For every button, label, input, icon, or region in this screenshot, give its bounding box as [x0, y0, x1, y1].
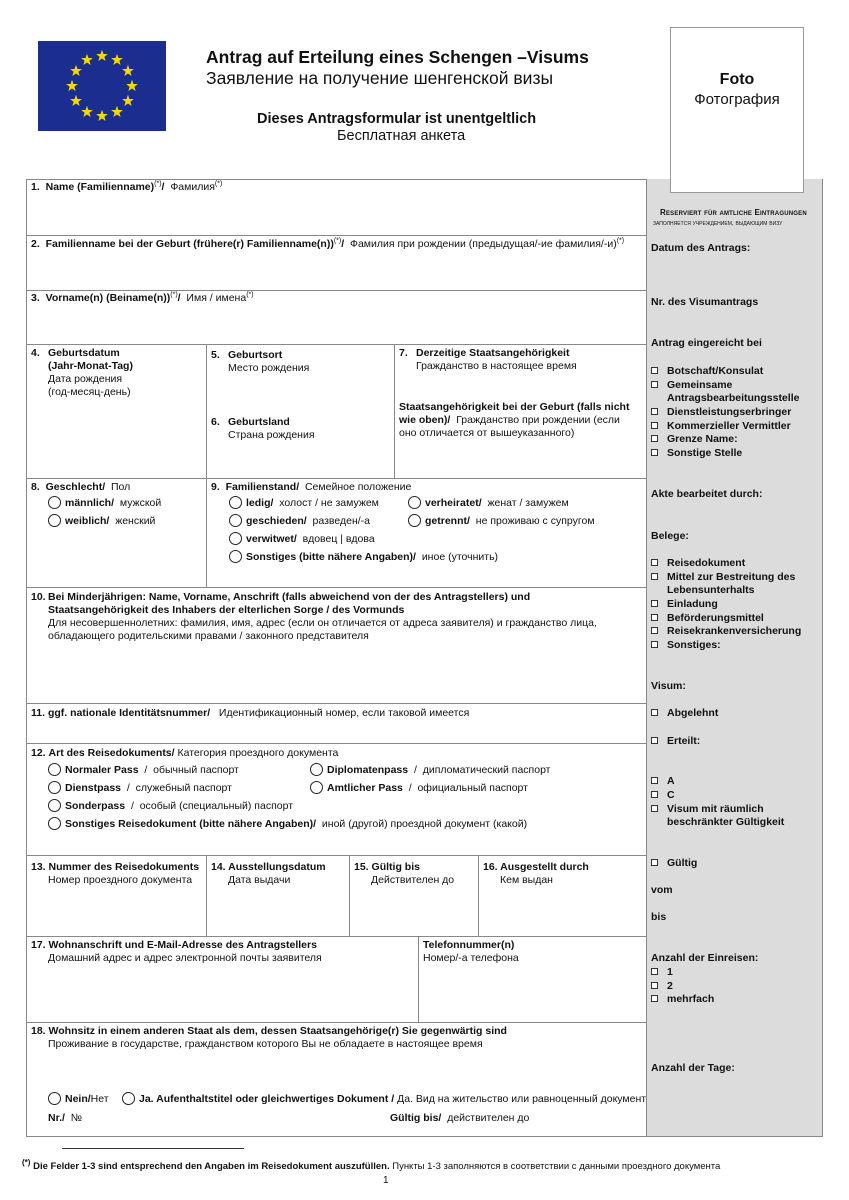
footnote-mark: (*)	[22, 1158, 31, 1167]
birth-country-input[interactable]	[207, 443, 393, 477]
divider	[26, 478, 646, 479]
status-widowed-option[interactable]: verwitwet/ вдовец | вдова	[229, 532, 375, 547]
radio-button[interactable]	[229, 550, 242, 563]
checkbox[interactable]	[651, 435, 658, 442]
field-11-ru: Идентификационный номер, если таковой имеется	[218, 707, 470, 719]
divider	[26, 290, 646, 291]
birth-surname-input[interactable]	[27, 253, 645, 289]
residence-yes-option[interactable]: Ja. Aufenthaltstitel oder gleichwertiges Dokument / Да. Вид на жительство или равноценный документ	[122, 1092, 646, 1107]
field-2-label: 2. Familienname bei der Geburt (frühere(r) Familienname(n))(*)/ Фамилия при рождении (предыдущая/-ие фамилия/-и)(*)	[31, 237, 625, 250]
field-10-de-2: Staatsangehörigkeit des Inhabers der elterlichen Sorge / des Vormunds	[48, 604, 405, 616]
footnote-rule	[62, 1148, 244, 1149]
field-5-de: Geburtsort	[228, 349, 283, 361]
einladung-label: Einladung	[667, 598, 718, 610]
current-nationality-input[interactable]	[395, 374, 645, 400]
field-number: 7.	[399, 347, 408, 359]
doc-number-input[interactable]	[27, 889, 205, 935]
radio-button[interactable]	[310, 781, 323, 794]
field-18-de: 18. Wohnsitz in einem anderen Staat als dem, dessen Staatsangehörige(r) Sie gegenwärtig sind	[31, 1025, 507, 1037]
status-separated-option[interactable]: getrennt/ не проживаю с супругом	[408, 514, 595, 529]
divider	[26, 936, 646, 937]
field-17-ru: Домашний адрес и адрес электронной почты заявителя	[48, 952, 322, 964]
checkbox[interactable]	[651, 982, 658, 989]
radio-button[interactable]	[48, 781, 61, 794]
checkbox[interactable]	[651, 573, 658, 580]
field-13-ru: Номер проездного документа	[48, 874, 193, 886]
visa-raeumlich-label: Visum mit räumlich	[667, 803, 764, 815]
field-1-de: Name (Familienname)	[45, 181, 155, 193]
checkbox[interactable]	[651, 627, 658, 634]
field-1-label: 1. Name (Familienname)(*)/ Фамилия(*)	[31, 180, 223, 193]
phone-label-ru: Номер/-а телефона	[423, 952, 519, 964]
field-10-ru: Для несовершеннолетних: фамилия, имя, адрес (если он отличается от адреса заявителя) и гражданство лица,	[48, 617, 597, 629]
divider	[26, 587, 646, 588]
visa-a-label: A	[667, 775, 675, 787]
field-7b-ru-2: оно отличается от вышеуказанного)	[399, 427, 575, 439]
issue-date-input[interactable]	[207, 889, 348, 935]
divider	[26, 344, 646, 345]
doc-other-option[interactable]: Sonstiges Reisedokument (bitte nähere Angaben)/ иной (другой) проездной документ (какой)	[48, 817, 527, 832]
datum-des-antrags: Datum des Antrags:	[651, 242, 751, 254]
field-4-ru-format: (год-месяц-день)	[48, 386, 131, 398]
doc-service-pass-option[interactable]: Dienstpass / служебный паспорт	[48, 781, 232, 796]
field-1-ru: Фамилия	[170, 181, 215, 193]
free-form-de: Dieses Antragsformular ist unentgeltlich	[257, 111, 537, 127]
field-number: 12.	[31, 747, 46, 759]
akte-bearbeitet: Akte bearbeitet durch:	[651, 488, 763, 500]
field-9-ru: Семейное положение	[304, 481, 412, 493]
checkbox[interactable]	[651, 641, 658, 648]
radio-button[interactable]	[48, 763, 61, 776]
field-6-de: Geburtsland	[228, 416, 290, 428]
checkbox[interactable]	[651, 614, 658, 621]
einreise-2-label: 2	[667, 980, 673, 992]
issued-by-input[interactable]	[479, 889, 645, 935]
page-number: 1	[383, 1175, 389, 1186]
reserved-label-de: Reserviert für amtliche Eintragungen	[660, 208, 807, 217]
checkbox[interactable]	[651, 859, 658, 866]
antragsstelle-label: Antragsbearbeitungsstelle	[667, 392, 800, 404]
checkbox[interactable]	[651, 777, 658, 784]
grenze-label: Grenze Name:	[667, 433, 738, 445]
eu-stars-icon	[38, 41, 166, 131]
phone-label-de: Telefonnummer(n)	[423, 939, 515, 951]
official-use-sidebar	[646, 179, 823, 1137]
doc-official-pass-option[interactable]: Amtlicher Pass / официальный паспорт	[310, 781, 528, 796]
field-number: 9.	[211, 481, 220, 493]
mittel-label: Mittel zur Bestreitung des	[667, 571, 796, 583]
footnote-mark: (*)	[170, 291, 178, 299]
free-form-ru: Бесплатная анкета	[337, 128, 466, 144]
field-3-de: Vorname(n) (Beiname(n))	[45, 292, 171, 304]
gueltig-label: Gültig	[667, 857, 698, 869]
field-7b-ru: Гражданство при рождении (если	[456, 414, 620, 426]
photo-label-de: Foto	[719, 71, 755, 88]
field-12-de: Art des Reisedokuments/	[48, 747, 175, 759]
birth-place-input[interactable]	[207, 376, 393, 410]
bis-label: bis	[651, 911, 667, 923]
checkbox[interactable]	[651, 805, 658, 812]
footnote-mark: (*)	[214, 180, 223, 188]
field-16-de: 16. Ausgestellt durch	[483, 861, 589, 873]
belege-label: Belege:	[651, 530, 689, 542]
divider	[26, 1022, 646, 1023]
field-number: 8.	[31, 481, 40, 493]
radio-button[interactable]	[48, 817, 61, 830]
checkbox[interactable]	[651, 408, 658, 415]
divider	[26, 855, 646, 856]
photo-box	[670, 27, 804, 193]
home-address-input[interactable]	[27, 967, 417, 1021]
status-divorced-option[interactable]: geschieden/ разведен/-а	[229, 514, 370, 529]
status-married-option[interactable]: verheiratet/ женат / замужем	[408, 496, 569, 511]
title-de: Antrag auf Erteilung eines Schengen –Visums	[206, 47, 589, 67]
field-18-ru: Проживание в государстве, гражданством которого Вы не обладаете в настоящее время	[48, 1038, 483, 1050]
divider	[26, 235, 646, 236]
field-3-ru: Имя / имена	[186, 292, 247, 304]
field-4-de: Geburtsdatum	[48, 347, 120, 359]
reisedokument-label: Reisedokument	[667, 557, 746, 569]
national-id-input[interactable]	[27, 721, 645, 742]
visum-label: Visum:	[651, 680, 686, 692]
dienstleister-label: Dienstleistungserbringer	[667, 406, 792, 418]
botschaft-label: Botschaft/Konsulat	[667, 365, 764, 377]
title-ru: Заявление на получение шенгенской визы	[206, 68, 554, 88]
field-10-ru-2: обладающего родительскими правами / законного представителя	[48, 630, 369, 642]
field-number: 3.	[31, 292, 40, 304]
radio-button[interactable]	[229, 532, 242, 545]
field-15-ru: Действителен до	[371, 874, 455, 886]
checkbox[interactable]	[651, 709, 658, 716]
vermittler-label: Kommerzieller Vermittler	[667, 420, 791, 432]
nr-visumantrag: Nr. des Visumantrags	[651, 296, 759, 308]
lebensunterhalt-label: Lebensunterhalts	[667, 584, 755, 596]
sonstiges-label: Sonstiges:	[667, 639, 721, 651]
vom-label: vom	[651, 884, 673, 896]
field-5-ru: Место рождения	[228, 362, 310, 374]
checkbox[interactable]	[651, 381, 658, 388]
guardian-input[interactable]	[27, 645, 645, 702]
field-7-ru: Гражданство в настоящее время	[416, 360, 577, 372]
field-number: 10.	[31, 591, 46, 603]
sex-female-option[interactable]: weiblich/ женский	[48, 514, 155, 529]
radio-button[interactable]	[229, 496, 242, 509]
anzahl-einreisen: Anzahl der Einreisen:	[651, 952, 759, 964]
footnote-mark: (*)	[616, 237, 625, 245]
einreise-1-label: 1	[667, 966, 673, 978]
field-number: 4.	[31, 347, 40, 359]
field-4-de-format: (Jahr-Monat-Tag)	[48, 360, 133, 372]
doc-normal-pass-option[interactable]: Normaler Pass / обычный паспорт	[48, 763, 239, 778]
checkbox[interactable]	[651, 422, 658, 429]
field-7b-de: Staatsangehörigkeit bei der Geburt (falls nicht	[399, 401, 630, 413]
first-name-input[interactable]	[27, 307, 645, 343]
field-7-de: Derzeitige Staatsangehörigkeit	[416, 347, 570, 359]
residence-valid-label: Gültig bis/ действителен до	[390, 1112, 530, 1124]
field-14-ru: Дата выдачи	[228, 874, 291, 886]
photo-label-ru: Фотография	[694, 91, 780, 108]
antrag-eingereicht: Antrag eingereicht bei	[651, 337, 762, 349]
checkbox[interactable]	[651, 995, 658, 1002]
checkbox[interactable]	[651, 968, 658, 975]
surname-input[interactable]	[27, 196, 645, 234]
birth-date-input[interactable]	[27, 400, 205, 477]
radio-button[interactable]	[122, 1092, 135, 1105]
radio-button[interactable]	[48, 1092, 61, 1105]
footnote-mark: (*)	[333, 237, 342, 245]
valid-until-input[interactable]	[350, 889, 477, 935]
sex-male-option[interactable]: männlich/ мужской	[48, 496, 161, 511]
radio-button[interactable]	[229, 514, 242, 527]
footnote-mark: (*)	[154, 180, 162, 188]
footnote-ru: Пункты 1-3 заполняются в соответствии с данными проездного документа	[392, 1161, 721, 1173]
field-10-de: Bei Minderjährigen: Name, Vorname, Anschrift (falls abweichend von der des Antragstellers) und	[48, 591, 531, 603]
field-15-de: 15. Gültig bis	[354, 861, 420, 873]
checkbox[interactable]	[651, 737, 658, 744]
field-8-de: Geschlecht/	[45, 481, 106, 493]
field-14-de: 14. Ausstellungsdatum	[211, 861, 326, 873]
radio-button[interactable]	[408, 496, 421, 509]
sonstige-stelle-label: Sonstige Stelle	[667, 447, 743, 459]
birth-nationality-input[interactable]	[395, 442, 645, 477]
field-4-ru: Дата рождения	[48, 373, 123, 385]
field-number: 1.	[31, 181, 40, 193]
erteilt-label: Erteilt:	[667, 735, 701, 747]
eu-flag-logo	[38, 41, 166, 131]
field-9-de: Familienstand/	[225, 481, 300, 493]
field-6-ru: Страна рождения	[228, 429, 315, 441]
field-11-de: ggf. nationale Identitätsnummer/	[47, 707, 211, 719]
checkbox[interactable]	[651, 559, 658, 566]
checkbox[interactable]	[651, 449, 658, 456]
status-other-option[interactable]: Sonstiges (bitte nähere Angaben)/ иное (уточнить)	[229, 550, 498, 565]
field-8-ru: Пол	[110, 481, 131, 493]
field-16-ru: Кем выдан	[500, 874, 553, 886]
field-2-de: Familienname bei der Geburt (frühere(r) Familienname(n))	[45, 238, 334, 250]
field-7b-de-2: wie oben)/	[399, 414, 451, 426]
status-single-option[interactable]: ledig/ холост / не замужем	[229, 496, 379, 511]
doc-special-pass-option[interactable]: Sonderpass / особый (специальный) паспорт	[48, 799, 293, 814]
checkbox[interactable]	[651, 791, 658, 798]
visa-c-label: C	[667, 789, 675, 801]
radio-button[interactable]	[48, 799, 61, 812]
field-2-ru: Фамилия при рождении (предыдущая/-ие фамилия/-и)	[349, 238, 617, 250]
visa-raeumlich-label-2: beschränkter Gültigkeit	[667, 816, 785, 828]
residence-number-label: Nr./ №	[48, 1112, 83, 1124]
divider	[26, 743, 646, 744]
divider	[26, 703, 646, 704]
phone-input[interactable]	[419, 967, 645, 1021]
footnote	[22, 1158, 720, 1174]
field-number: 6.	[211, 416, 220, 428]
radio-button[interactable]	[48, 496, 61, 509]
field-3-label: 3. Vorname(n) (Beiname(n))(*)/ Имя / имена(*)	[31, 291, 254, 304]
anzahl-tage: Anzahl der Tage:	[651, 1062, 735, 1074]
field-13-de: 13. Nummer des Reisedokuments	[31, 861, 200, 873]
field-number: 11.	[31, 707, 46, 719]
checkbox[interactable]	[651, 600, 658, 607]
befoerderung-label: Beförderungsmittel	[667, 612, 764, 624]
doc-diplomat-pass-option[interactable]: Diplomatenpass / дипломатический паспорт	[310, 763, 551, 778]
residence-no-option[interactable]: Nein/Нет	[48, 1092, 109, 1107]
radio-button[interactable]	[48, 514, 61, 527]
field-12-ru: Категория проездного документа	[177, 747, 339, 759]
field-number: 5.	[211, 349, 220, 361]
radio-button[interactable]	[310, 763, 323, 776]
reserved-label-ru: заполняется учреждением, выдающим визу	[653, 220, 783, 227]
footnote-de: Die Felder 1-3 sind entsprechend den Angaben im Reisedokument auszufüllen.	[33, 1161, 390, 1173]
krankenversicherung-label: Reisekrankenversicherung	[667, 625, 802, 637]
field-17-de: 17. Wohnanschrift und E-Mail-Adresse des Antragstellers	[31, 939, 317, 951]
abgelehnt-label: Abgelehnt	[667, 707, 719, 719]
field-number: 2.	[31, 238, 40, 250]
checkbox[interactable]	[651, 367, 658, 374]
einreise-mehrfach-label: mehrfach	[667, 993, 715, 1005]
radio-button[interactable]	[408, 514, 421, 527]
footnote-mark: (*)	[246, 291, 254, 299]
gemeinsame-label: Gemeinsame	[667, 379, 733, 391]
